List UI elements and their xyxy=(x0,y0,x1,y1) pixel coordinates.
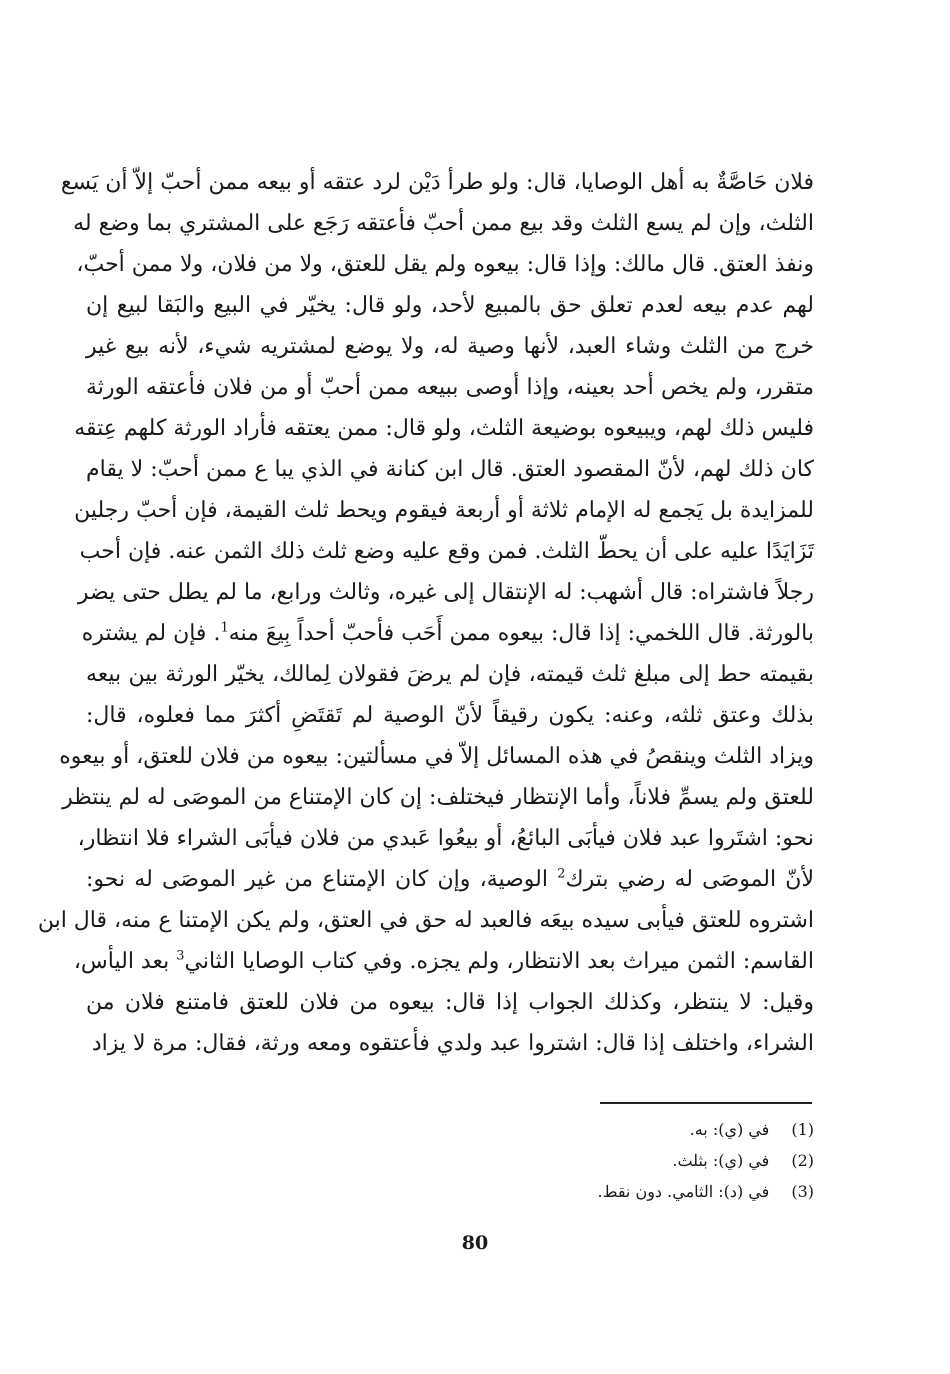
text-line-content: فليس ذلك لهم، ويبيعوه بوضيعة الثلث، ولو قال: ممن يعتقه فأراد الورثة كلهم عِتقه xyxy=(74,416,814,441)
text-line-content: الشراء، واختلف إذا قال: اشتروا عبد ولدي فأعتقوه ومعه ورثة، فقال: مرة لا يزاد xyxy=(91,1031,814,1056)
text-line xyxy=(73,941,814,982)
text-line xyxy=(81,613,814,654)
text-line-content: كان ذلك لهم، لأنّ المقصود العتق. قال ابن كنانة في الذي يبا ع ممن أحبّ: لا يقام xyxy=(86,457,814,482)
footnote-item xyxy=(414,1114,814,1145)
text-line-content: نحو: اشتَروا عبد فلان فيأبَى البائعُ، أو بيعُوا عَبدي من فلان فيأبَى الشراء فلا انتظار، xyxy=(77,826,814,851)
text-line-content: وقيل: لا ينتظر، وكذلك الجواب إذا قال: بيعوه من فلان للعتق فامتنع فلان من xyxy=(86,990,814,1015)
text-line xyxy=(62,777,814,818)
footnote-item xyxy=(414,1176,814,1207)
text-line-content: متقرر، ولم يخص أحد بعينه، وإذا أوصى ببيعه ممن أحبّ أو من فلان فأعتقه الورثة xyxy=(86,375,814,400)
footnote-number: (3) xyxy=(791,1182,814,1201)
text-line-content: رجلاً فاشتراه: قال أشهب: له الإنتقال إلى غيره، وثالث ورابع، ما لم يطل حتى يضر xyxy=(77,580,814,605)
text-line-content: فلان حَاصَّةٌ به أهل الوصايا، قال: ولو طرأ دَيْن لرد عتقه أو بيعه ممن أحبّ إلاّ أن يَسع xyxy=(60,170,814,195)
footnote-item xyxy=(414,1145,814,1176)
text-line xyxy=(86,285,814,326)
text-line xyxy=(59,736,814,777)
text-line-content: تَزَايَدًا عليه على أن يحطّ الثلث. فمن وقع عليه وضع ثلث ذلك الثمن عنه. فإن أحب xyxy=(79,539,814,564)
text-line xyxy=(76,244,814,285)
text-line xyxy=(79,531,814,572)
footnote-reference: 1 xyxy=(220,620,229,636)
text-line xyxy=(86,367,814,408)
text-line-content: للمزايدة بل يَجمع له الإمام ثلاثة أو أربعة فيقوم ويحط ثلث القيمة، فإن أحبّ رجلين xyxy=(74,498,814,523)
text-line xyxy=(86,1023,814,1064)
text-line-content: اشتروه للعتق فيأبى سيده بيعَه فالعبد له حق في العتق، ولم يكن الإمتنا ع منه، قال ابن xyxy=(37,908,814,933)
text-line xyxy=(86,449,814,490)
footnote-divider xyxy=(600,1102,812,1104)
text-line xyxy=(74,408,814,449)
text-line xyxy=(37,900,814,941)
text-line-content: خرج من الثلث وشاء العبد، لأنها وصية له، ولا يوضع لمشتريه شيء، لأنه بيع غير xyxy=(86,334,814,359)
text-line-content: ويزاد الثلث وينقصُ في هذه المسائل إلاّ في مسألتين: بيعوه من فلان للعتق، أو بيعوه xyxy=(59,744,814,769)
main-text-block xyxy=(37,162,814,1064)
footnote-reference: 3 xyxy=(176,948,185,964)
text-line-content: بقيمته حط إلى مبلغ ثلث قيمته، فإن لم يرضَ فقولان لِمالك، يخيّر الورثة بين بيعه xyxy=(86,662,814,687)
footnote-text: في (ي): به. xyxy=(689,1120,770,1139)
footnote-text: في (ي): بثلث. xyxy=(672,1151,770,1170)
text-line-content: الثلث، وإن لم يسع الثلث وقد بيع ممن أحبّ فأعتقه رَجَع على المشتري بما وضع له xyxy=(73,211,814,236)
text-line xyxy=(77,818,814,859)
text-line xyxy=(73,203,814,244)
text-line xyxy=(86,982,814,1023)
footnote-number: (2) xyxy=(791,1151,814,1170)
footnote-text: في (د): الثامي. دون نقط. xyxy=(597,1182,770,1201)
text-line xyxy=(60,162,814,203)
text-line-content: القاسم: الثمن ميراث بعد الانتظار، ولم يجزه. وفي كتاب الوصايا الثاني xyxy=(184,949,814,974)
text-line-content: بذلك وعتق ثلثه، وعنه: يكون رقيقاً لأنّ الوصية لم تَقتَضِ أكثرَ مما فعلوه، قال: xyxy=(86,703,814,728)
text-line-continuation: . فإن لم يشتره xyxy=(81,621,221,646)
footnote-number: (1) xyxy=(791,1120,814,1139)
text-line xyxy=(77,572,814,613)
text-line-continuation: بعد اليأس، xyxy=(73,949,177,974)
footnotes-list xyxy=(414,1114,814,1207)
page-number: 80 xyxy=(461,1232,489,1254)
text-line-content: ونفذ العتق. قال مالك: وإذا قال: بيعوه ولم يقل للعتق، ولا من فلان، ولا ممن أحبّ، xyxy=(76,252,814,277)
text-line xyxy=(86,695,814,736)
text-line xyxy=(74,490,814,531)
footnote-reference: 2 xyxy=(557,866,566,882)
text-line-content: لأنّ الموصَى له رضي بترك xyxy=(565,867,814,892)
text-line-continuation: الوصية، وإن كان الإمتناع من غير الموصَى له نحو: xyxy=(86,867,558,892)
text-line xyxy=(86,859,814,900)
text-line xyxy=(86,326,814,367)
text-line-content: بالورثة. قال اللخمي: إذا قال: بيعوه ممن أَحَب فأحبّ أحداً بِيعَ منه xyxy=(228,621,814,646)
text-line-content: لهم عدم بيعه لعدم تعلق حق بالمبيع لأحد، ولو قال: يخيّر في البيع والبَقا لبيع إن xyxy=(86,293,814,318)
text-line xyxy=(86,654,814,695)
text-line-content: للعتق ولم يسمِّ فلاناً، وأما الإنتظار فيختلف: إن كان الإمتناع من الموصَى له لم ينتظر xyxy=(62,785,814,810)
